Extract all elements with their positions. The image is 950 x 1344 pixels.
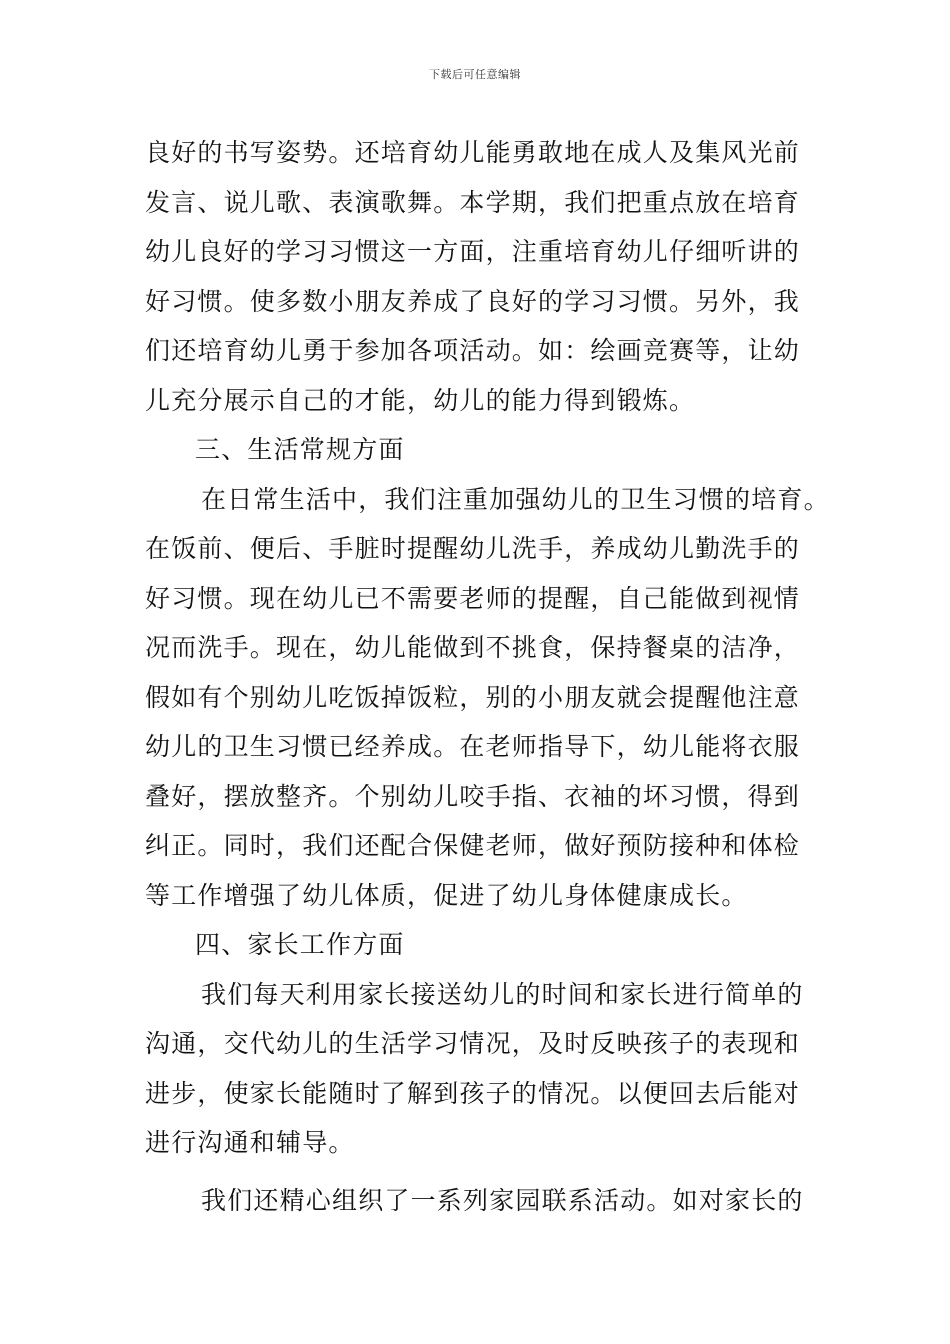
text-line: 我们每天利用家长接送幼儿的时间和家长进行简单的 (201, 979, 804, 1009)
text-line: 在日常生活中，我们注重加强幼儿的卫生习惯的培育。 (201, 484, 830, 514)
section-heading: 四、家长工作方面 (195, 930, 405, 959)
section-heading: 三、生活常规方面 (195, 435, 405, 464)
text-line: 们还培育幼儿勇于参加各项活动。如：绘画竞赛等，让幼 (145, 336, 801, 365)
text-line: 幼儿的卫生习惯已经养成。在老师指导下，幼儿能将衣服 (145, 732, 801, 761)
text-line: 纠正。同时，我们还配合保健老师，做好预防接种和体检 (145, 831, 801, 860)
text-line: 况而洗手。现在，幼儿能做到不挑食，保持餐桌的洁净， (145, 633, 801, 662)
text-line: 进步，使家长能随时了解到孩子的情况。以便回去后能对 (145, 1078, 801, 1108)
text-line: 儿充分展示自己的才能，幼儿的能力得到锻炼。 (145, 385, 696, 415)
text-line: 叠好，摆放整齐。个别幼儿咬手指、衣袖的坏习惯，得到 (145, 781, 801, 811)
text-line: 进行沟通和辅导。 (145, 1128, 355, 1157)
text-line: 我们还精心组织了一系列家园联系活动。如对家长的 (201, 1185, 804, 1215)
text-line: 在饭前、便后、手脏时提醒幼儿洗手，养成幼儿勤洗手的 (145, 534, 801, 563)
page-header: 下载后可任意编辑 (429, 68, 521, 81)
text-line: 发言、说儿歌、表演歌舞。本学期，我们把重点放在培育 (145, 187, 801, 217)
text-line: 等工作增强了幼儿体质，促进了幼儿身体健康成长。 (145, 880, 748, 910)
text-line: 幼儿良好的学习习惯这一方面，注重培育幼儿仔细听讲的 (145, 237, 801, 266)
document-body (145, 128, 830, 1225)
text-line: 假如有个别幼儿吃饭掉饭粒，别的小朋友就会提醒他注意 (145, 682, 801, 712)
text-line: 好习惯。现在幼儿已不需要老师的提醒，自己能做到视情 (145, 583, 801, 613)
text-line: 沟通，交代幼儿的生活学习情况，及时反映孩子的表现和 (145, 1029, 801, 1058)
text-line: 良好的书写姿势。还培育幼儿能勇敢地在成人及集风光前 (145, 138, 801, 167)
text-line: 好习惯。使多数小朋友养成了良好的学习习惯。另外，我 (145, 286, 801, 316)
